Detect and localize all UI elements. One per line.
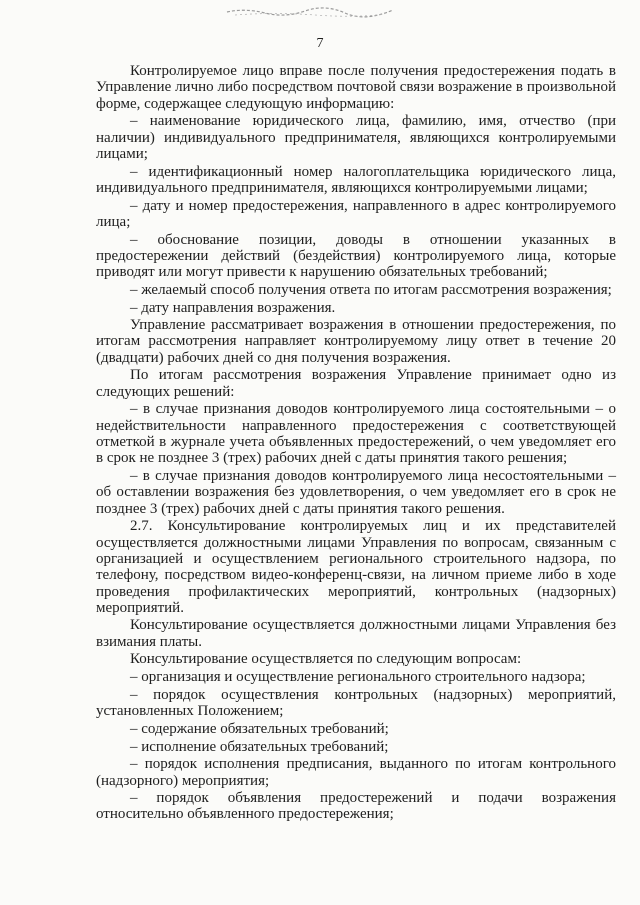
list-item: – желаемый способ получения ответа по итогам рассмотрения возражения;: [130, 281, 612, 298]
paragraph-intro: Контролируемое лицо вправе после получения предостережения подать в Управление лично либо посредством почтовой связи возражение в произвольной форме, содержащее следующую информацию:: [96, 63, 616, 112]
paragraph: Управление рассматривает возражения в отношении предостережения, по итогам рассмотрения направляет контролируемому лицу ответ в течение 20 (двадцати) рабочих дней со дня получения возражения.: [96, 317, 616, 366]
list-item: – в случае признания доводов контролируемого лица несостоятельными – об оставлении возражения без удовлетворения, о чем уведомляет его в срок не позднее 3 (трех) рабочих дней с даты принятия такого решения.: [96, 468, 616, 517]
list-item: – порядок осуществления контрольных (надзорных) мероприятий, установленных Положением;: [96, 686, 616, 720]
page-number: 7: [316, 36, 324, 51]
paragraph: Консультирование осуществляется по следующим вопросам:: [130, 651, 522, 668]
list-item: – дату направления возражения.: [130, 299, 336, 316]
list-item: – порядок объявления предостережений и подачи возражения относительно объявленного предостережения;: [96, 790, 616, 823]
list-item: – дату и номер предостережения, направленного в адрес контролируемого лица;: [96, 197, 616, 230]
list-item: – организация и осуществление регионального строительного надзора;: [130, 669, 586, 686]
document-body: [96, 63, 616, 824]
list-item: – обоснование позиции, доводы в отношении указанных в предостережении действий (бездействия) контролируемого лица, которые приводят или могут привести к нарушению обязательных требований;: [96, 231, 616, 281]
paragraph: Консультирование осуществляется должностными лицами Управления без взимания платы.: [96, 617, 616, 650]
paragraph-section-2-7: 2.7. Консультирование контролируемых лиц и их представителей осуществляется должностными лицами Управления по вопросам, связанным с организацией и осуществлением регионального строительного надзора, по телефону, посредством видео-конференц-связи, на личном приеме либо в ходе проведения профилактических мероприятий, контрольных (надзорных) мероприятий.: [96, 518, 616, 616]
list-item: – наименование юридического лица, фамилию, имя, отчество (при наличии) индивидуального предпринимателя, являющихся контролируемыми лицами;: [96, 113, 616, 162]
list-item: – порядок исполнения предписания, выданного по итогам контрольного (надзорного) мероприятия;: [96, 756, 616, 789]
paragraph: По итогам рассмотрения возражения Управление принимает одно из следующих решений:: [96, 367, 616, 400]
scan-artifact-mark: [225, 4, 395, 18]
list-item: – исполнение обязательных требований;: [130, 738, 389, 755]
list-item: – содержание обязательных требований;: [130, 720, 389, 737]
list-item: – идентификационный номер налогоплательщика юридического лица, индивидуального предпринимателя, являющихся контролируемыми лицами;: [96, 163, 616, 196]
list-item: – в случае признания доводов контролируемого лица состоятельными – о недействительности направленного предостережения с соответствующей отметкой в журнале учета объявленных предостережений, о чем уведомляет его в срок не позднее 3 (трех) рабочих дней с даты принятия такого решения;: [96, 401, 616, 467]
